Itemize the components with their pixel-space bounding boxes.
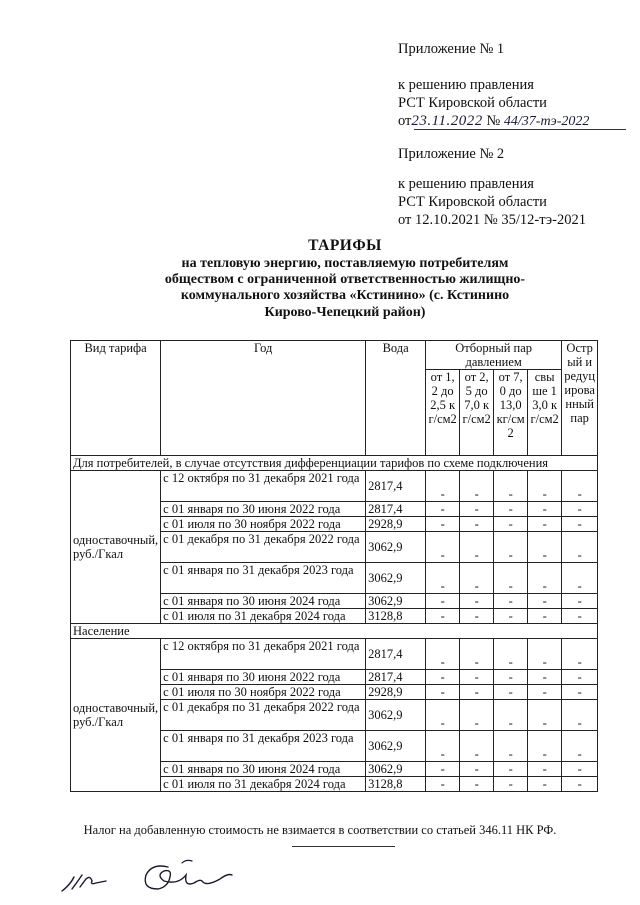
appendix-1-date: 23.11.2022 — [411, 113, 483, 129]
tariff-type-cell: одноставочный, руб./Гкал — [71, 471, 161, 624]
section-title: Для потребителей, в случае отсутствия дифференциации тарифов по схеме подключения — [71, 456, 598, 471]
subtitle-line: обществом с ограниченной ответственностью жилищно- — [164, 272, 526, 288]
vat-note: Налог на добавленную стоимость не взимается в соответствии со статьей 346.11 НК РФ. — [83, 823, 557, 837]
value-cell: - — [562, 762, 598, 777]
period-cell: с 01 июля по 31 декабря 2024 года — [161, 777, 366, 792]
value-cell: - — [460, 777, 494, 792]
water-cell: 3062,9 — [366, 731, 426, 762]
value-cell: - — [426, 700, 460, 731]
water-cell: 3062,9 — [366, 594, 426, 609]
value-cell: - — [528, 639, 562, 670]
value-cell: - — [528, 594, 562, 609]
separator-line — [292, 846, 395, 847]
appendix-2-line2: РСТ Кировской области — [398, 194, 547, 210]
value-cell: - — [426, 731, 460, 762]
value-cell: - — [460, 471, 494, 502]
tariff-type-cell: одноставочный, руб./Гкал — [71, 639, 161, 792]
value-cell: - — [494, 670, 528, 685]
value-cell: - — [494, 700, 528, 731]
handwritten-signature-icon — [60, 855, 260, 905]
value-cell: - — [494, 502, 528, 517]
value-cell: - — [562, 700, 598, 731]
document-subtitle — [60, 256, 630, 321]
value-cell: - — [494, 762, 528, 777]
water-cell: 2928,9 — [366, 685, 426, 700]
value-cell: - — [528, 777, 562, 792]
value-cell: - — [460, 502, 494, 517]
water-cell: 3128,8 — [366, 609, 426, 624]
value-cell: - — [426, 563, 460, 594]
value-cell: - — [562, 502, 598, 517]
period-cell: с 01 января по 31 декабря 2023 года — [161, 731, 366, 762]
value-cell: - — [460, 639, 494, 670]
appendix-1-number: 44/37-тэ-2022 — [503, 114, 590, 129]
value-cell: - — [426, 762, 460, 777]
water-cell: 3128,8 — [366, 777, 426, 792]
value-cell: - — [528, 502, 562, 517]
value-cell: - — [494, 639, 528, 670]
header-year: Год — [161, 341, 366, 456]
value-cell: - — [528, 670, 562, 685]
water-cell: 3062,9 — [366, 700, 426, 731]
value-cell: - — [528, 471, 562, 502]
value-cell: - — [426, 532, 460, 563]
value-cell: - — [562, 777, 598, 792]
value-cell: - — [528, 685, 562, 700]
tariff-table — [70, 340, 598, 792]
water-cell: 3062,9 — [366, 762, 426, 777]
value-cell: - — [460, 731, 494, 762]
water-cell: 2928,9 — [366, 517, 426, 532]
period-cell: с 01 июля по 30 ноября 2022 года — [161, 685, 366, 700]
value-cell: - — [562, 594, 598, 609]
period-cell: с 01 июля по 31 декабря 2024 года — [161, 609, 366, 624]
value-cell: - — [460, 517, 494, 532]
value-cell: - — [562, 685, 598, 700]
value-cell: - — [562, 731, 598, 762]
appendix-2-line1: к решению правления — [398, 176, 534, 192]
value-cell: - — [562, 609, 598, 624]
value-cell: - — [494, 777, 528, 792]
value-cell: - — [494, 685, 528, 700]
section-row — [71, 456, 598, 471]
value-cell: - — [426, 517, 460, 532]
value-cell: - — [426, 685, 460, 700]
value-cell: - — [562, 471, 598, 502]
value-cell: - — [460, 563, 494, 594]
section-row — [71, 624, 598, 639]
value-cell: - — [562, 563, 598, 594]
period-cell: с 01 декабря по 31 декабря 2022 года — [161, 532, 366, 563]
decision-underline — [414, 129, 626, 130]
subtitle-line: коммунального хозяйства «Кстинино» (с. Кстинино — [180, 288, 510, 304]
value-cell: - — [494, 563, 528, 594]
value-cell: - — [426, 777, 460, 792]
value-cell: - — [460, 532, 494, 563]
value-cell: - — [426, 670, 460, 685]
appendix-1-title: Приложение № 1 — [398, 41, 505, 57]
period-cell: с 01 января по 31 декабря 2023 года — [161, 563, 366, 594]
header-tariff-type: Вид тарифа — [71, 341, 161, 456]
value-cell: - — [494, 471, 528, 502]
table-row — [71, 471, 598, 502]
document-title: ТАРИФЫ — [308, 237, 382, 254]
period-cell: с 01 декабря по 31 декабря 2022 года — [161, 700, 366, 731]
value-cell: - — [528, 517, 562, 532]
header-steam-2: от 2,5 до 7,0 кг/см2 — [460, 370, 494, 456]
value-cell: - — [494, 609, 528, 624]
section-title: Население — [71, 624, 598, 639]
header-sharp-steam: Острый и редуцированный пар — [562, 341, 598, 456]
period-cell: с 12 октября по 31 декабря 2021 года — [161, 471, 366, 502]
value-cell: - — [460, 762, 494, 777]
value-cell: - — [494, 517, 528, 532]
value-cell: - — [460, 594, 494, 609]
value-cell: - — [494, 532, 528, 563]
period-cell: с 01 января по 30 июня 2022 года — [161, 502, 366, 517]
water-cell: 2817,4 — [366, 639, 426, 670]
value-cell: - — [562, 639, 598, 670]
value-cell: - — [528, 762, 562, 777]
value-cell: - — [460, 700, 494, 731]
value-cell: - — [426, 502, 460, 517]
value-cell: - — [460, 685, 494, 700]
period-cell: с 01 июля по 30 ноября 2022 года — [161, 517, 366, 532]
water-cell: 2817,4 — [366, 670, 426, 685]
header-steam-group: Отборный пар давлением — [426, 341, 562, 370]
water-cell: 3062,9 — [366, 563, 426, 594]
value-cell: - — [528, 700, 562, 731]
value-cell: - — [528, 609, 562, 624]
header-water: Вода — [366, 341, 426, 456]
water-cell: 2817,4 — [366, 471, 426, 502]
value-cell: - — [426, 639, 460, 670]
value-cell: - — [426, 609, 460, 624]
period-cell: с 12 октября по 31 декабря 2021 года — [161, 639, 366, 670]
period-cell: с 01 января по 30 июня 2024 года — [161, 762, 366, 777]
period-cell: с 01 января по 30 июня 2024 года — [161, 594, 366, 609]
header-steam-3: от 7,0 до 13,0 кг/см2 — [494, 370, 528, 456]
appendix-2-line3: от 12.10.2021 № 35/12-тэ-2021 — [398, 212, 586, 228]
header-steam-4: свыше 13,0 кг/см2 — [528, 370, 562, 456]
subtitle-line: Кирово-Чепецкий район) — [264, 304, 426, 320]
appendix-1-line1: к решению правления — [398, 77, 534, 93]
value-cell: - — [494, 731, 528, 762]
value-cell: - — [426, 594, 460, 609]
header-steam-1: от 1,2 до 2,5 кг/см2 — [426, 370, 460, 456]
appendix-1-from: от — [398, 113, 412, 129]
value-cell: - — [562, 532, 598, 563]
period-cell: с 01 января по 30 июня 2022 года — [161, 670, 366, 685]
table-row — [71, 639, 598, 670]
value-cell: - — [528, 563, 562, 594]
appendix-2-title: Приложение № 2 — [398, 146, 505, 162]
appendix-1-num-sign: № — [486, 113, 501, 129]
value-cell: - — [562, 517, 598, 532]
water-cell: 3062,9 — [366, 532, 426, 563]
value-cell: - — [460, 670, 494, 685]
value-cell: - — [460, 609, 494, 624]
value-cell: - — [562, 670, 598, 685]
value-cell: - — [528, 532, 562, 563]
value-cell: - — [426, 471, 460, 502]
appendix-1-line2: РСТ Кировской области — [398, 95, 547, 111]
value-cell: - — [494, 594, 528, 609]
water-cell: 2817,4 — [366, 502, 426, 517]
subtitle-line: на тепловую энергию, поставляемую потребителям — [181, 256, 509, 271]
value-cell: - — [528, 731, 562, 762]
